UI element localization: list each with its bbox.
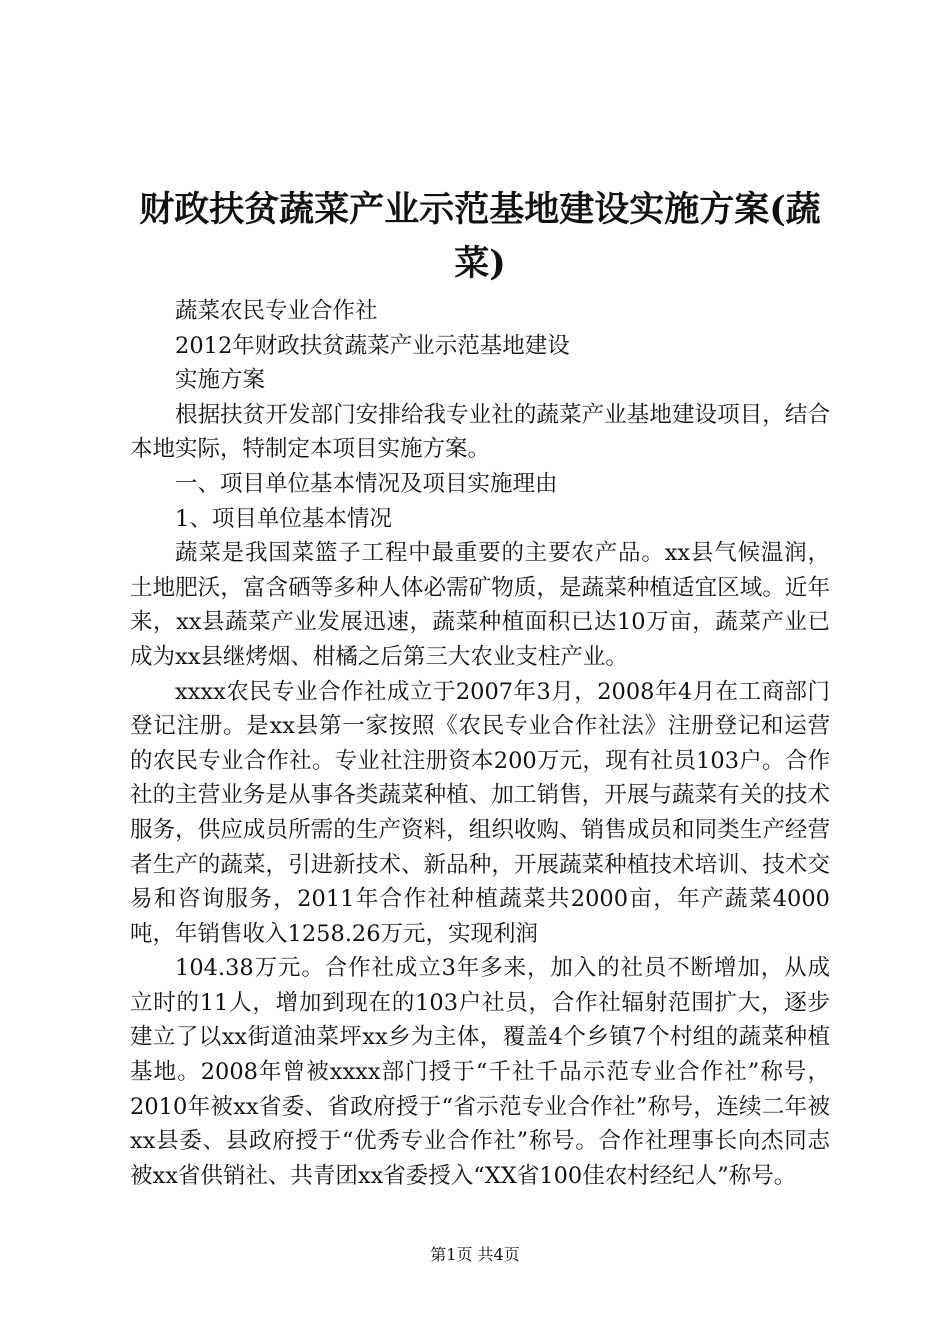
paragraph: 实施方案 [175,367,266,394]
paragraph: 2012年财政扶贫蔬菜产业示范基地建设 [175,332,570,359]
paragraph: 104.38万元。合作社成立3年多来，加入的社员不断增加，从成立时的11人，增加到现在的103户社员，合作社辐射范围扩大，逐步建立了以xx街道油菜坪xx乡为主体，覆盖4个乡镇7个村组的蔬菜种植基地。2008年曾被xxxx部门授于“千社千品示范专业合作社”称号，2010年被xx省委、省政府授于“省示范专业合作社”称号，连续二年被xx县委、县政府授于“优秀专业合作社”称号。合作社理事长向杰同志被xx省供销社、共青团xx省委授入“XX省100佳农村经纪人”称号。 [130,955,830,1189]
paragraph: 根据扶贫开发部门安排给我专业社的蔬菜产业基地建设项目，结合本地实际，特制定本项目实施方案。 [130,401,830,463]
paragraph: 蔬菜农民专业合作社 [175,298,378,324]
paragraph: xxxx农民专业合作社成立于2007年3月，2008年4月在工商部门登记注册。是xx县第一家按照《农民专业合作社法》注册登记和运营的农民专业合作社。专业社注册资本200万元，现有社员103户。合作社的主营业务是从事各类蔬菜种植、加工销售，开展与蔬菜有关的技术服务，供应成员所需的生产资料，组织收购、销售成员和同类生产经营者生产的蔬菜，引进新技术、新品种，开展蔬菜种植技术培训、技术交易和咨询服务，2011年合作社种植蔬菜共2000亩，年产蔬菜4000吨，年销售收入1258.26万元，实现利润 [130,678,830,947]
document-body [130,294,830,1193]
page-footer: 第1页 共4页 [430,1245,520,1264]
paragraph: 一、项目单位基本情况及项目实施理由 [175,470,558,497]
paragraph: 1、项目单位基本情况 [175,505,392,532]
document-title: 财政扶贫蔬菜产业示范基地建设实施方案(蔬菜) [139,189,821,284]
paragraph: 蔬菜是我国菜篮子工程中最重要的主要农产品。xx县气候温润，土地肥沃，富含硒等多种人体必需矿物质，是蔬菜种植适宜区域。近年来，xx县蔬菜产业发展迅速，蔬菜种植面积已达10万亩，蔬菜产业已成为xx县继烤烟、柑橘之后第三大农业支柱产业。 [130,540,830,670]
